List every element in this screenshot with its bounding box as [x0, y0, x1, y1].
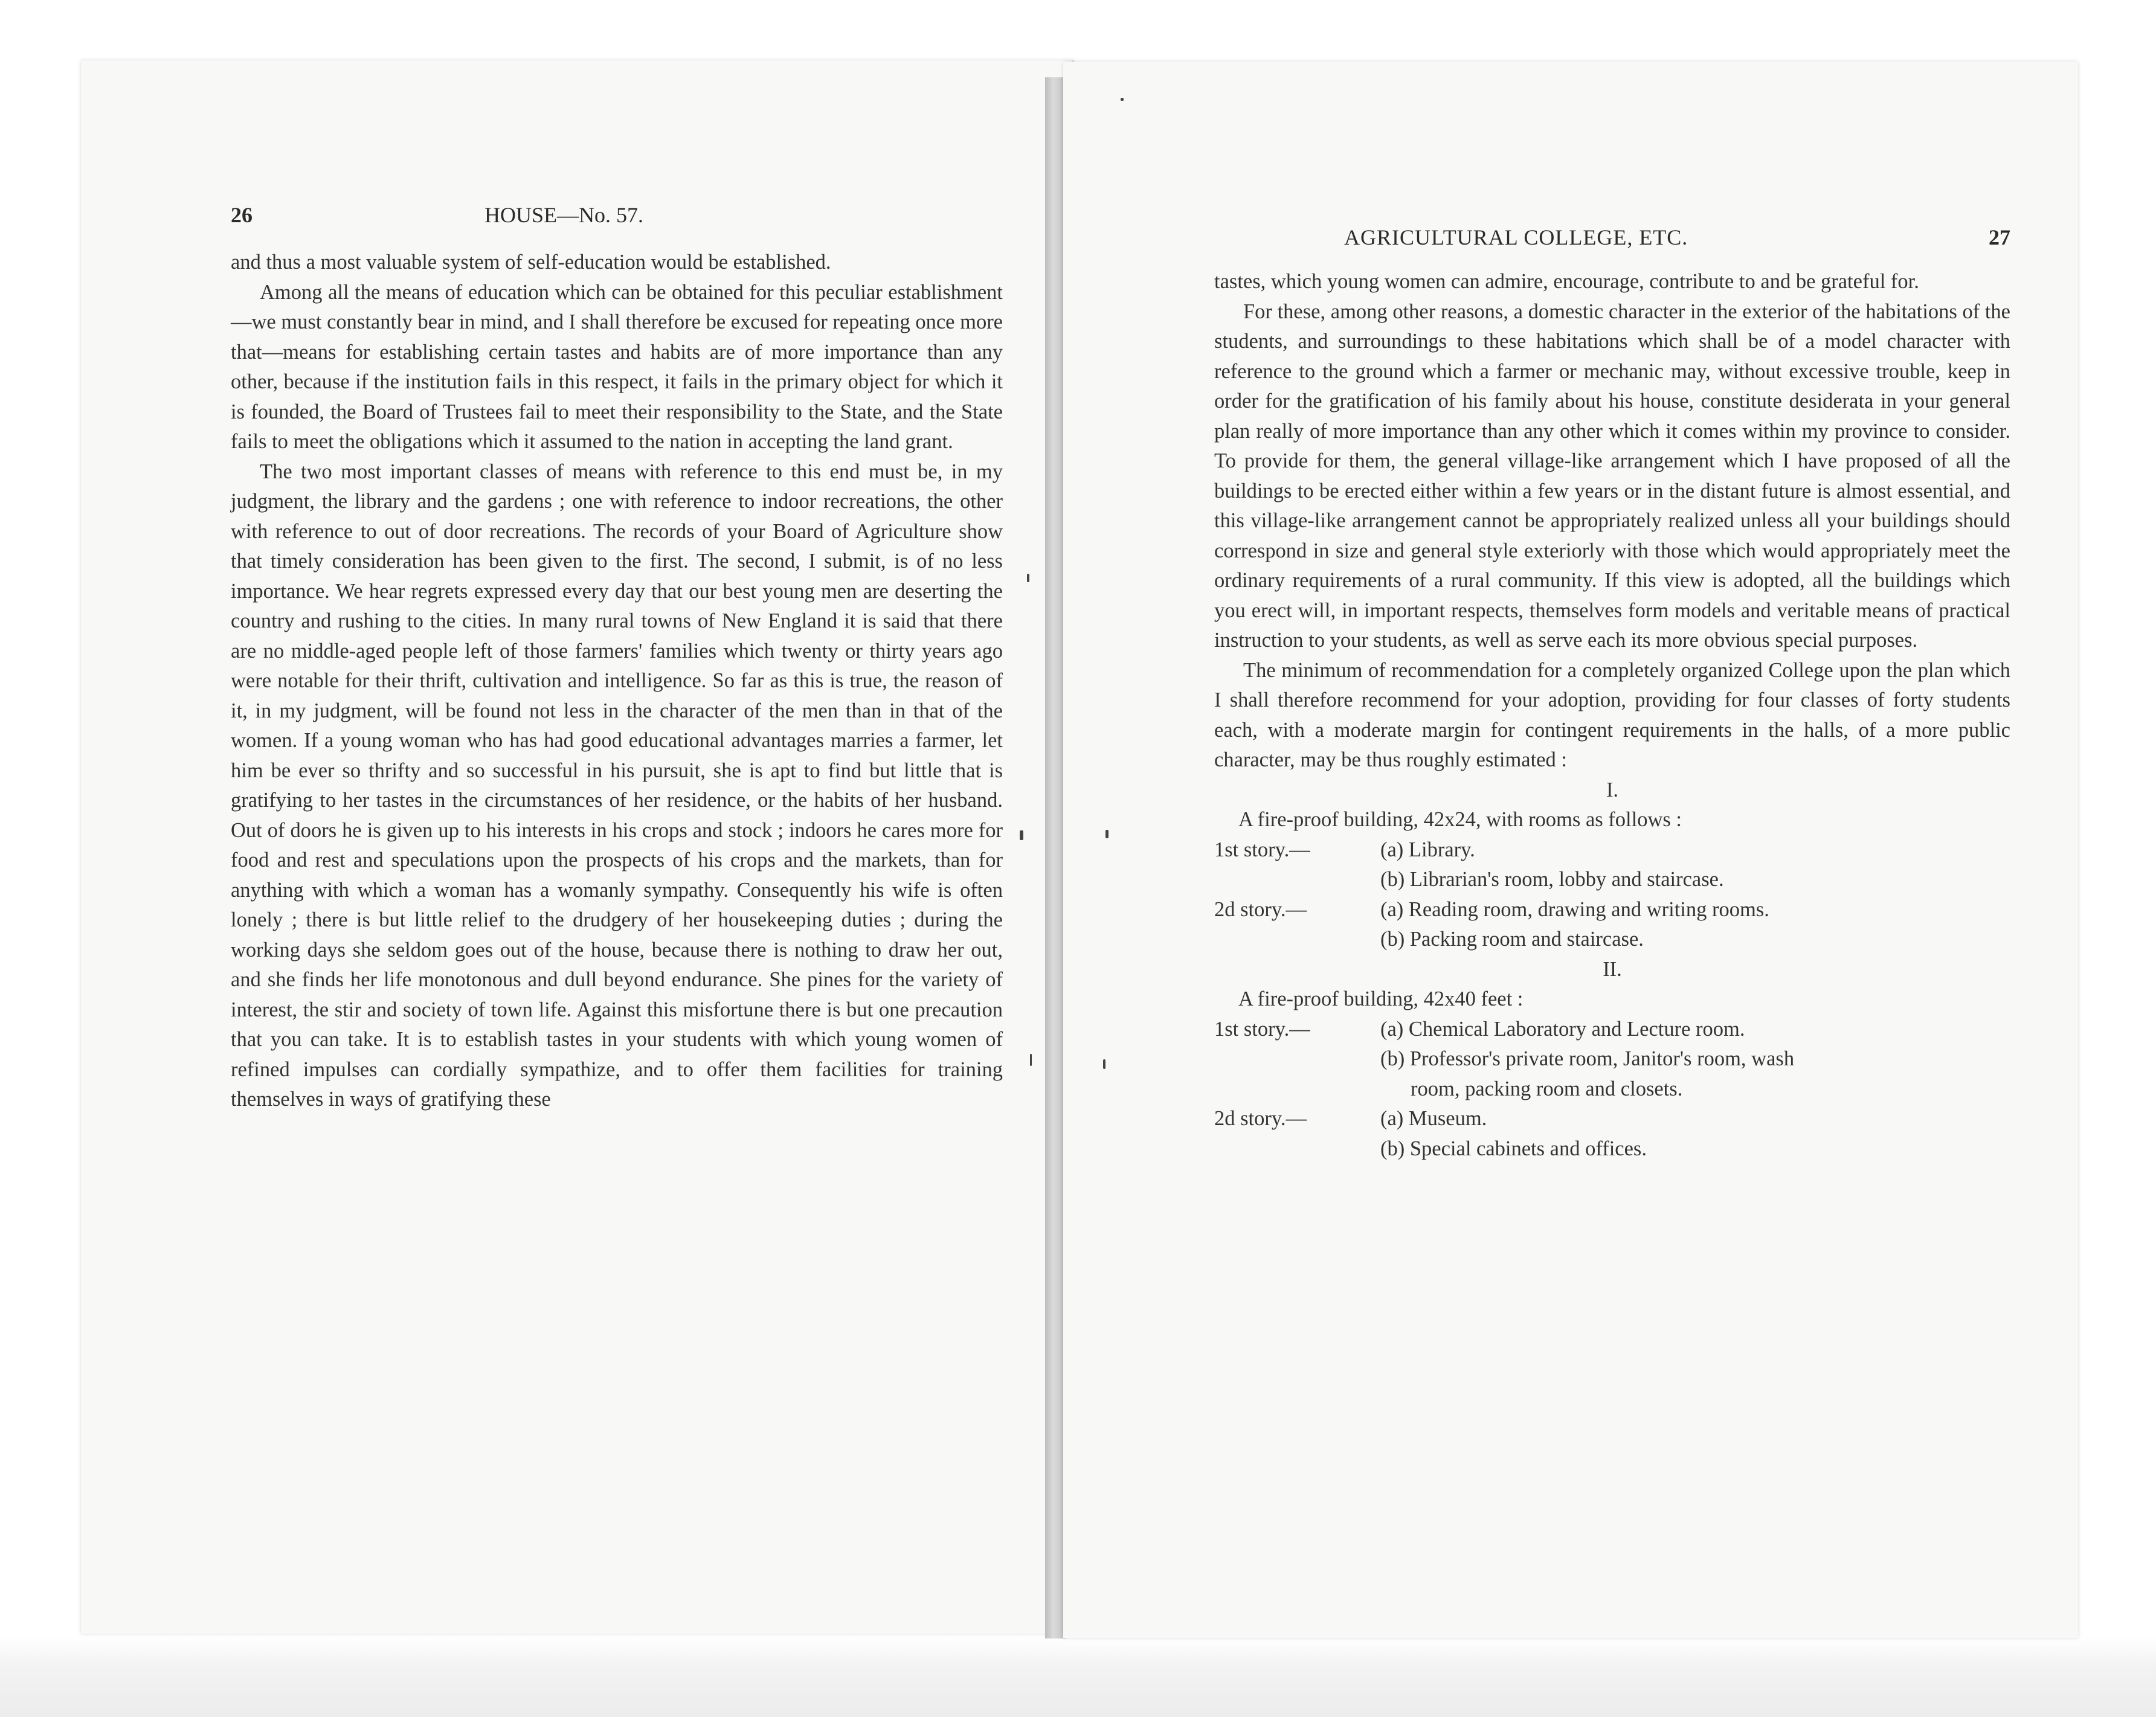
ink-speck	[1103, 1059, 1105, 1069]
right-page	[1063, 62, 2078, 1638]
room-row	[1214, 1044, 2010, 1074]
right-page-body	[1214, 267, 2010, 1164]
left-page-body	[231, 248, 1003, 1115]
ink-speck	[1121, 98, 1124, 101]
room-item: (b) Special cabinets and offices.	[1380, 1137, 1647, 1160]
story-label: 1st story.—	[1214, 1017, 1310, 1041]
paragraph: The minimum of recommendation for a completely organized College upon the plan which I shall therefore recommend for your adoption, providing for four classes of forty students each, with a moderate margin for contingent requirements in the halls, of a more public character, may be thus roughly estimated :	[1214, 658, 2010, 771]
book-gutter	[1045, 77, 1066, 1638]
section-heading: II.	[1603, 957, 1622, 981]
paragraph: Among all the means of education which can be obtained for this peculiar establishment—we must constantly bear in mind, and I shall therefore be excused for repeating once more that—means for establishing certain tastes and habits are of more importance than any other, because if the institution fails in this respect, it fails in the primary object for which it is founded, the Board of Trustees fail to meet their responsibility to the State, and the State fails to meet the obligations which it assumed to the nation in accepting the land grant.	[231, 280, 1003, 453]
story-label: 1st story.—	[1214, 838, 1310, 861]
page-number: 27	[1989, 225, 2010, 249]
story-label: 2d story.—	[1214, 897, 1307, 921]
right-page-header	[1214, 225, 2010, 255]
room-row	[1214, 865, 2010, 895]
room-item: (a) Museum.	[1380, 1107, 1487, 1130]
section-heading: I.	[1606, 778, 1619, 801]
room-row	[1214, 925, 2010, 955]
paragraph: tastes, which young women can admire, encourage, contribute to and be grateful for.	[1214, 270, 1919, 293]
room-row	[1214, 1015, 2010, 1045]
running-title: AGRICULTURAL COLLEGE, ETC.	[1344, 225, 1688, 249]
building-description: A fire-proof building, 42x24, with rooms as follows :	[1238, 808, 1682, 831]
room-item: (b) Packing room and staircase.	[1380, 928, 1644, 951]
left-page	[81, 60, 1074, 1634]
scanner-background	[0, 1637, 2156, 1717]
room-row	[1214, 835, 2010, 865]
room-row	[1214, 1134, 2010, 1164]
ink-speck	[1030, 1054, 1032, 1066]
paragraph: For these, among other reasons, a domestic character in the exterior of the habitations of the students, and surroundings to these habitations which shall be of a model character with reference to the ground which a farmer or mechanic may, without excessive trouble, keep in order for the gratification of his family about his house, constitute desiderata in your general plan really of more importance than any other which it comes within my province to consider. To provide for them, the general village-like arrangement which I have proposed of all the buildings to be erected either within a few years or in the distant future is almost essential, and this village-like arrangement cannot be appropriately realized unless all your buildings should correspond in size and general style exteriorly with those which would appropriately meet the ordinary requirements of a rural community. If this view is adopted, all the buildings which you erect will, in important respects, themselves form models and veritable means of practical instruction to your students, as well as serve each its more obvious special purposes.	[1214, 300, 2010, 652]
room-item: (a) Chemical Laboratory and Lecture room.	[1380, 1017, 1745, 1041]
ink-speck	[1105, 830, 1109, 838]
paragraph: The two most important classes of means with reference to this end must be, in my judgment, the library and the gardens ; one with reference to indoor recreations, the other with reference to out of door recreations. The records of your Board of Agriculture show that timely consideration has been given to the first. The second, I submit, is of no less importance. We hear regrets expressed every day that our best young men are deserting the country and rushing to the cities. In many rural towns of New England it is said that there are no middle-aged people left of those farmers' families which twenty or thirty years ago were notable for their thrift, cultivation and intelligence. So far as this is true, the reason of it, in my judgment, will be found not less in the character of the men than in that of the women. If a young woman who has had good educational advantages marries a farmer, let him be ever so thrifty and so successful in his pursuit, she is apt to find but little that is gratifying to her tastes in the circumstances of her residence, or the habits of her husband. Out of doors he is given up to his interests in his crops and stock ; indoors he cares more for food and rest and speculations upon the prospects of his crops and the markets, than for anything with which a woman has a womanly sympathy. Consequently his wife is often lonely ; there is but little relief to the drudgery of her housekeeping duties ; during the working days she seldom goes out of the house, because there is nothing to draw her out, and she finds her life monotonous and dull beyond endurance. She pines for the variety of interest, the stir and society of town life. Against this misfortune there is but one precaution that you can take. It is to establish tastes in your students with which young women of refined impulses can cordially sympathize, and to offer them facilities for training themselves in ways of gratifying these	[231, 460, 1003, 1111]
room-item: room, packing room and closets.	[1411, 1077, 1683, 1100]
running-title: HOUSE—No. 57.	[484, 203, 644, 227]
left-page-header	[231, 202, 1003, 233]
room-item: (b) Professor's private room, Janitor's room, wash	[1380, 1047, 1795, 1070]
room-row	[1214, 895, 2010, 925]
room-row	[1214, 1074, 2010, 1105]
page-number: 26	[231, 203, 253, 227]
room-row	[1214, 1104, 2010, 1134]
room-item: (b) Librarian's room, lobby and staircase.	[1380, 868, 1724, 891]
ink-speck	[1027, 574, 1029, 582]
paragraph: and thus a most valuable system of self-education would be established.	[231, 251, 831, 274]
story-label: 2d story.—	[1214, 1107, 1307, 1130]
building-description: A fire-proof building, 42x40 feet :	[1238, 987, 1524, 1010]
room-item: (a) Library.	[1380, 838, 1475, 861]
room-item: (a) Reading room, drawing and writing rooms.	[1380, 897, 1769, 921]
ink-speck	[1020, 830, 1023, 840]
